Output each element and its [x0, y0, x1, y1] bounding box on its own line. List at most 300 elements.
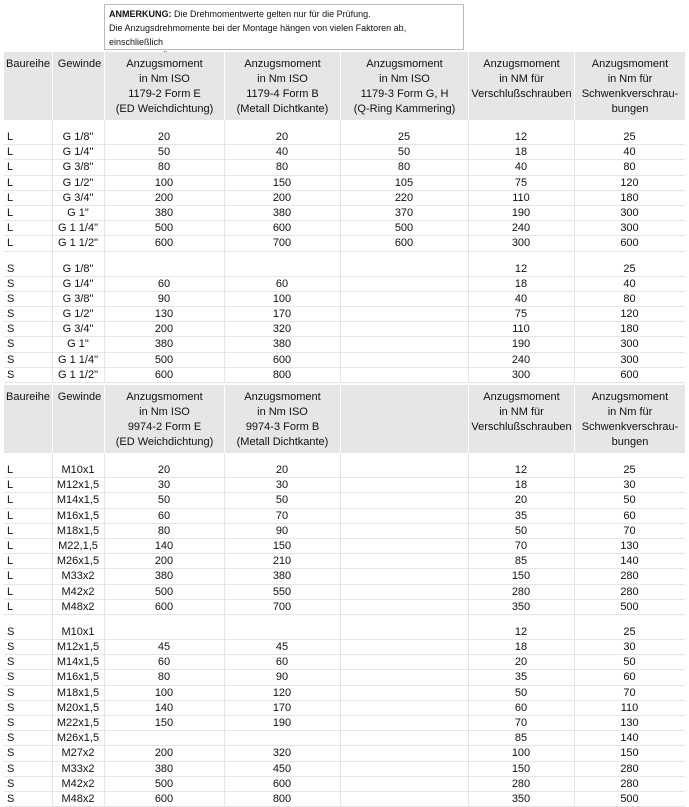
header-text: in Nm ISO [257, 73, 308, 85]
cell-baureihe: S [7, 777, 15, 790]
cell-schwenk: 600 [620, 368, 639, 381]
cell-col-c: 25 [397, 131, 411, 143]
cell-col-b: 90 [275, 524, 289, 537]
table-body [4, 453, 685, 807]
header-text: 9974-3 Form B [245, 421, 320, 433]
cell-col-a: 80 [157, 524, 171, 537]
cell-col-c: 220 [394, 191, 414, 204]
column-divider [574, 120, 575, 383]
cell-col-b: 200 [272, 191, 292, 204]
table-row [4, 701, 685, 716]
cell-schwenk: 300 [620, 353, 639, 366]
cell-col-a: 600 [154, 368, 174, 381]
cell-schwenk: 600 [620, 237, 639, 250]
table-row [4, 262, 685, 277]
cell-gewinde: M33x2 [61, 762, 95, 775]
cell-baureihe: L [7, 570, 14, 583]
cell-baureihe: L [7, 539, 14, 552]
cell-schwenk: 60 [623, 671, 636, 684]
header-text: Anzugsmoment [366, 58, 443, 70]
header-text: 1179-4 Form B [246, 88, 319, 100]
cell-gewinde: G 1 1/4" [58, 222, 98, 235]
cell-col-b: 80 [275, 161, 289, 174]
cell-gewinde: M27x2 [61, 747, 95, 760]
group-spacer [4, 252, 685, 262]
cell-schwenk: 280 [620, 777, 639, 790]
table-row [4, 625, 685, 640]
cell-verschluss: 240 [511, 222, 531, 235]
header-gewinde [52, 385, 104, 453]
table-row [4, 539, 685, 554]
cell-gewinde: G 1/2" [62, 176, 94, 189]
table-row [4, 716, 685, 731]
header-text: 1179-2 Form E [128, 88, 201, 100]
header-text: Anzugsmoment [483, 58, 560, 70]
header-col-c [340, 52, 468, 120]
cell-schwenk: 130 [620, 539, 639, 552]
cell-col-a: 90 [157, 292, 171, 305]
table-row [4, 731, 685, 746]
cell-gewinde: G 1/4" [62, 277, 94, 290]
table-row [4, 277, 685, 292]
cell-baureihe: L [7, 555, 14, 568]
header-text: bungen [611, 436, 649, 448]
cell-gewinde: G 3/4" [62, 323, 94, 336]
cell-schwenk: 140 [620, 555, 639, 568]
cell-schwenk: 130 [620, 717, 639, 729]
cell-verschluss: 18 [514, 277, 528, 290]
cell-col-a: 380 [154, 762, 174, 775]
cell-gewinde: G 1" [67, 206, 89, 219]
header-text: (ED Weichdichtung) [115, 436, 214, 448]
table-row [4, 509, 685, 524]
table-row [4, 176, 685, 191]
cell-col-b: 120 [272, 686, 292, 699]
cell-baureihe: S [7, 323, 15, 336]
table-iso9974 [4, 385, 685, 807]
cell-verschluss: 110 [512, 191, 530, 204]
cell-verschluss: 150 [511, 570, 531, 583]
cell-verschluss: 40 [514, 292, 528, 305]
table-row [4, 762, 685, 777]
cell-gewinde: M10x1 [61, 464, 95, 476]
cell-baureihe: S [7, 717, 15, 729]
cell-gewinde: G 1/8" [62, 262, 94, 275]
cell-baureihe: L [7, 131, 14, 143]
cell-verschluss: 85 [514, 732, 528, 745]
table-row [4, 307, 685, 322]
note-box [104, 4, 464, 50]
table-row [4, 337, 685, 352]
column-divider [224, 120, 225, 383]
cell-col-b: 190 [272, 717, 292, 729]
note-text-1: Die Drehmomentwerte gelten nur für die Prüfung. [174, 9, 371, 19]
cell-verschluss: 100 [511, 747, 531, 760]
cell-verschluss: 70 [514, 717, 528, 729]
cell-schwenk: 300 [620, 206, 639, 219]
cell-col-b: 600 [272, 222, 292, 235]
column-divider [104, 120, 105, 383]
cell-gewinde: M14x1,5 [56, 656, 100, 669]
header-text: 9974-2 Form E [127, 421, 202, 433]
cell-col-a: 600 [154, 792, 174, 805]
cell-baureihe: L [7, 479, 14, 492]
table-row [4, 777, 685, 792]
header-schwenk [574, 52, 685, 120]
header-text: Baureihe [6, 391, 51, 403]
table-row [4, 569, 685, 584]
cell-col-b: 60 [275, 656, 289, 669]
cell-col-b: 70 [275, 509, 289, 522]
cell-col-b: 450 [272, 762, 292, 775]
cell-baureihe: L [7, 161, 14, 174]
cell-col-c: 600 [394, 237, 414, 250]
header-text: Schwenkverschrau- [581, 88, 679, 100]
cell-baureihe: L [7, 176, 14, 189]
header-col-c [340, 385, 468, 453]
table-row [4, 292, 685, 307]
header-col-b [224, 52, 340, 120]
cell-baureihe: S [7, 701, 15, 714]
cell-gewinde: G 3/4" [62, 191, 94, 204]
cell-gewinde: M26x1,5 [56, 555, 100, 568]
table-row [4, 206, 685, 221]
cell-col-a: 30 [157, 479, 171, 492]
cell-col-b: 210 [272, 555, 292, 568]
header-gewinde [52, 52, 104, 120]
table-row [4, 792, 685, 807]
cell-baureihe: S [7, 641, 15, 654]
cell-gewinde: G 1 1/4" [58, 353, 98, 366]
table-row [4, 130, 685, 145]
cell-baureihe: L [7, 509, 14, 522]
cell-schwenk: 180 [620, 323, 639, 336]
cell-baureihe: L [7, 464, 14, 476]
cell-verschluss: 12 [514, 262, 528, 275]
table-row [4, 236, 685, 251]
header-text: Anzugsmoment [591, 391, 669, 403]
cell-col-b: 60 [275, 277, 289, 290]
cell-col-b: 380 [272, 206, 292, 219]
cell-verschluss: 50 [514, 686, 528, 699]
cell-col-b: 150 [272, 176, 292, 189]
cell-baureihe: S [7, 671, 15, 684]
header-text: Verschlußschrauben [471, 88, 572, 100]
cell-col-b: 90 [275, 671, 289, 684]
cell-col-a: 200 [154, 555, 174, 568]
cell-col-a: 200 [154, 323, 174, 336]
header-text: Anzugsmoment [244, 58, 321, 70]
cell-baureihe: S [7, 625, 15, 638]
cell-col-b: 550 [272, 585, 292, 598]
table-row [4, 670, 685, 685]
cell-col-b: 20 [275, 131, 289, 143]
header-verschluss [468, 52, 574, 120]
header-text: in Nm ISO [139, 73, 190, 85]
cell-verschluss: 50 [514, 524, 528, 537]
cell-col-a: 500 [154, 585, 174, 598]
cell-schwenk: 60 [623, 509, 636, 522]
cell-col-b: 380 [272, 570, 292, 583]
cell-baureihe: S [7, 732, 15, 745]
cell-col-a: 80 [157, 671, 171, 684]
table-row [4, 221, 685, 236]
table-row [4, 585, 685, 600]
cell-gewinde: M48x2 [61, 792, 95, 805]
header-text: in Nm für [607, 73, 653, 85]
cell-gewinde: G 1" [67, 338, 89, 351]
cell-verschluss: 280 [511, 585, 531, 598]
header-text: bungen [611, 103, 649, 115]
cell-col-a: 60 [157, 656, 171, 669]
group-spacer [4, 453, 685, 463]
cell-schwenk: 30 [623, 479, 636, 492]
cell-gewinde: M16x1,5 [56, 509, 100, 522]
header-text: Gewinde [57, 391, 102, 403]
cell-col-a: 380 [154, 570, 174, 583]
cell-schwenk: 40 [623, 146, 636, 159]
cell-gewinde: M22x1,5 [56, 717, 100, 729]
table-row [4, 478, 685, 493]
cell-col-b: 170 [272, 308, 292, 321]
cell-schwenk: 280 [620, 762, 639, 775]
cell-gewinde: G 3/8" [62, 161, 94, 174]
cell-col-b: 170 [272, 701, 292, 714]
cell-col-b: 40 [275, 146, 289, 159]
cell-gewinde: G 3/8" [62, 292, 94, 305]
cell-gewinde: G 1 1/2" [58, 237, 98, 250]
cell-verschluss: 12 [514, 131, 528, 143]
table-row [4, 746, 685, 761]
cell-gewinde: M22,1,5 [58, 539, 98, 552]
cell-verschluss: 40 [514, 161, 528, 174]
header-text: in Nm für [607, 406, 653, 418]
header-col-a [104, 385, 224, 453]
cell-verschluss: 18 [514, 641, 528, 654]
cell-gewinde: M12x1,5 [56, 479, 100, 492]
cell-col-c: 105 [394, 176, 414, 189]
table-header [4, 52, 685, 120]
cell-schwenk: 280 [620, 570, 639, 583]
cell-baureihe: L [7, 146, 14, 159]
cell-gewinde: G 1/8" [62, 131, 94, 143]
cell-col-b: 30 [275, 479, 289, 492]
table-header [4, 385, 685, 453]
column-divider [340, 453, 341, 807]
cell-schwenk: 150 [620, 747, 639, 760]
cell-col-a: 140 [154, 701, 174, 714]
cell-baureihe: S [7, 747, 15, 760]
cell-col-a: 60 [157, 509, 171, 522]
cell-verschluss: 280 [511, 777, 531, 790]
cell-schwenk: 120 [620, 308, 639, 321]
cell-schwenk: 25 [623, 131, 636, 143]
cell-gewinde: M33x2 [61, 570, 95, 583]
cell-verschluss: 110 [512, 323, 530, 336]
table-row [4, 353, 685, 368]
cell-baureihe: L [7, 585, 14, 598]
header-text: Anzugsmoment [126, 58, 203, 70]
cell-col-c: 50 [397, 146, 411, 159]
cell-verschluss: 240 [511, 353, 531, 366]
cell-gewinde: M18x1,5 [56, 686, 100, 699]
column-divider [340, 120, 341, 383]
cell-col-a: 100 [154, 686, 174, 699]
cell-baureihe: S [7, 686, 15, 699]
cell-verschluss: 190 [511, 338, 531, 351]
cell-baureihe: S [7, 353, 15, 366]
cell-schwenk: 30 [623, 641, 636, 654]
cell-gewinde: M14x1,5 [56, 494, 100, 507]
cell-verschluss: 350 [511, 600, 531, 613]
cell-baureihe: L [7, 237, 14, 250]
cell-schwenk: 80 [623, 292, 636, 305]
table-body [4, 120, 685, 383]
cell-verschluss: 18 [514, 479, 528, 492]
table-row [4, 493, 685, 508]
cell-baureihe: L [7, 494, 14, 507]
cell-col-b: 800 [272, 368, 292, 381]
cell-gewinde: M18x1,5 [56, 524, 100, 537]
table-row [4, 600, 685, 615]
table-row [4, 554, 685, 569]
column-divider [574, 453, 575, 807]
cell-schwenk: 280 [620, 585, 639, 598]
header-text: 1179-3 Form G, H [360, 88, 449, 100]
cell-col-a: 20 [157, 464, 171, 476]
table-row [4, 524, 685, 539]
header-text: Anzugsmoment [244, 391, 321, 403]
cell-col-b: 600 [272, 353, 292, 366]
table-row [4, 640, 685, 655]
cell-verschluss: 60 [514, 701, 528, 714]
cell-schwenk: 300 [620, 222, 639, 235]
table-row [4, 322, 685, 337]
table-row [4, 463, 685, 478]
cell-verschluss: 190 [511, 206, 531, 219]
column-divider [52, 120, 53, 383]
cell-verschluss: 85 [514, 555, 528, 568]
header-schwenk [574, 385, 685, 453]
cell-schwenk: 70 [623, 524, 636, 537]
column-divider [104, 453, 105, 807]
cell-col-a: 500 [154, 222, 174, 235]
cell-verschluss: 35 [514, 671, 528, 684]
header-text: (Metall Dichtkante) [236, 103, 329, 115]
note-label: ANMERKUNG: [109, 9, 172, 19]
cell-verschluss: 75 [514, 308, 528, 321]
cell-col-b: 100 [272, 292, 292, 305]
header-text: Anzugsmoment [591, 58, 669, 70]
cell-col-c: 370 [394, 206, 414, 219]
header-text: in Nm ISO [139, 406, 190, 418]
cell-col-a: 50 [157, 494, 171, 507]
cell-verschluss: 20 [514, 494, 528, 507]
cell-col-a: 600 [154, 600, 174, 613]
cell-schwenk: 25 [623, 464, 636, 476]
cell-verschluss: 300 [511, 368, 531, 381]
header-text: Baureihe [6, 58, 51, 70]
header-text: (Q-Ring Kammering) [353, 103, 456, 115]
cell-col-a: 140 [154, 539, 174, 552]
column-divider [468, 120, 469, 383]
cell-col-a: 200 [154, 747, 174, 760]
cell-verschluss: 350 [511, 792, 531, 805]
cell-gewinde: M42x2 [61, 777, 95, 790]
cell-verschluss: 12 [514, 464, 528, 476]
header-text: Gewinde [57, 58, 102, 70]
cell-baureihe: S [7, 262, 15, 275]
cell-col-a: 80 [157, 161, 171, 174]
cell-baureihe: S [7, 308, 15, 321]
note-line-2: Die Anzugsdrehmomente bei der Montage hängen von vielen Faktoren ab, einschließlich [109, 23, 407, 47]
cell-verschluss: 35 [514, 509, 528, 522]
cell-baureihe: L [7, 600, 14, 613]
cell-col-a: 200 [154, 191, 174, 204]
cell-col-b: 600 [272, 777, 292, 790]
cell-col-b: 50 [275, 494, 289, 507]
cell-col-c: 500 [394, 222, 414, 235]
cell-col-a: 150 [154, 717, 174, 729]
header-col-a [104, 52, 224, 120]
cell-col-a: 600 [154, 237, 174, 250]
cell-verschluss: 18 [514, 146, 528, 159]
cell-col-a: 380 [154, 338, 174, 351]
cell-verschluss: 75 [514, 176, 528, 189]
cell-baureihe: S [7, 277, 15, 290]
cell-col-a: 380 [154, 206, 174, 219]
header-text: in Nm ISO [379, 73, 430, 85]
group-spacer [4, 120, 685, 130]
cell-schwenk: 180 [620, 191, 639, 204]
group-spacer [4, 615, 685, 625]
header-baureihe [4, 52, 52, 120]
cell-schwenk: 25 [623, 262, 636, 275]
cell-verschluss: 150 [511, 762, 531, 775]
cell-schwenk: 25 [623, 625, 636, 638]
cell-baureihe: L [7, 191, 14, 204]
header-text: Anzugsmoment [483, 391, 560, 403]
cell-gewinde: G 1/4" [62, 146, 94, 159]
cell-schwenk: 300 [620, 338, 639, 351]
cell-col-b: 320 [272, 323, 292, 336]
cell-col-b: 20 [275, 464, 289, 476]
cell-col-b: 800 [272, 792, 292, 805]
cell-gewinde: M12x1,5 [56, 641, 100, 654]
cell-schwenk: 140 [620, 732, 639, 745]
cell-schwenk: 110 [620, 701, 639, 714]
cell-baureihe: S [7, 368, 15, 381]
header-text: in NM für [499, 406, 544, 418]
header-text: (Metall Dichtkante) [236, 436, 329, 448]
cell-col-a: 45 [157, 641, 171, 654]
note-line-1 [109, 7, 459, 21]
table-row [4, 686, 685, 701]
cell-baureihe: S [7, 338, 15, 351]
cell-schwenk: 40 [623, 277, 636, 290]
cell-col-b: 700 [272, 600, 292, 613]
cell-verschluss: 70 [514, 539, 528, 552]
cell-baureihe: L [7, 524, 14, 537]
cell-gewinde: M26x1,5 [56, 732, 100, 745]
table-row [4, 655, 685, 670]
cell-baureihe: S [7, 792, 15, 805]
cell-gewinde: M16x1,5 [56, 671, 100, 684]
header-text: in Nm ISO [257, 406, 308, 418]
cell-col-a: 20 [157, 131, 171, 143]
cell-baureihe: S [7, 292, 15, 305]
cell-col-b: 150 [272, 539, 292, 552]
